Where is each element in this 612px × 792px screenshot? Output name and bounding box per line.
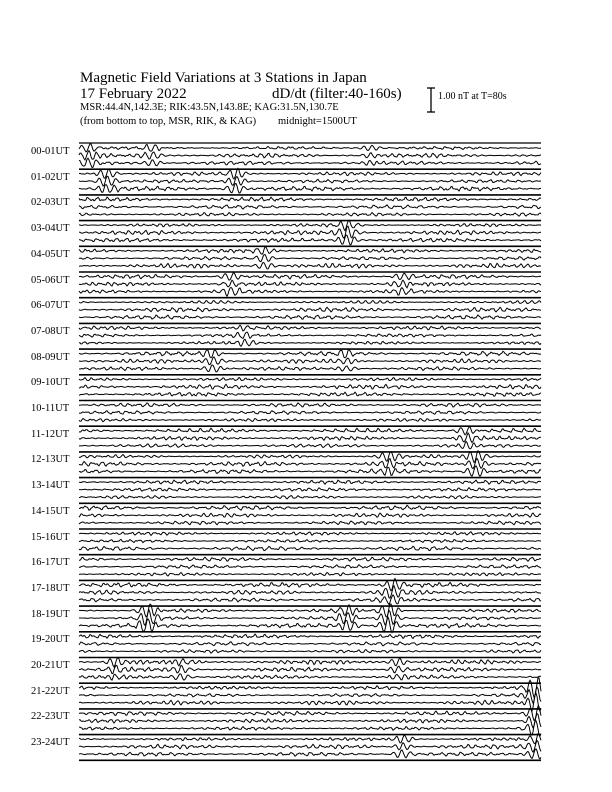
hour-label: 15-16UT [31, 531, 70, 543]
station-trace [79, 714, 541, 728]
station-trace [79, 634, 541, 638]
hour-label: 02-03UT [31, 197, 70, 209]
station-trace [79, 513, 541, 517]
hour-label: 14-15UT [31, 505, 70, 517]
station-trace [79, 144, 541, 152]
hour-label: 08-09UT [31, 351, 70, 363]
station-trace [79, 658, 541, 667]
station-trace [79, 480, 541, 484]
station-trace [79, 418, 541, 421]
station-trace [79, 339, 541, 346]
station-trace [79, 687, 541, 703]
station-trace [79, 280, 541, 288]
station-order-note: (from bottom to top, MSR, RIK, & KAG) [80, 116, 257, 127]
station-trace [79, 565, 541, 569]
station-trace [79, 665, 541, 673]
hour-label: 07-08UT [31, 325, 70, 337]
station-trace [79, 650, 541, 654]
hour-label: 13-14UT [31, 480, 70, 492]
station-trace [79, 273, 541, 280]
hour-label: 04-05UT [31, 248, 70, 260]
station-trace [79, 610, 541, 625]
station-trace [79, 427, 541, 435]
station-trace [79, 300, 541, 303]
station-trace [79, 617, 541, 632]
station-trace [79, 642, 541, 646]
scale-label: 1.00 nT at T=80s [438, 91, 507, 102]
station-coordinates: MSR:44.4N,142.3E; RIK:43.5N,143.8E; KAG:31.5N,130.7E [80, 102, 339, 113]
station-trace [79, 226, 541, 238]
hour-label: 01-02UT [31, 171, 70, 183]
hour-label: 18-19UT [31, 608, 70, 620]
station-trace [79, 532, 541, 536]
station-trace [79, 325, 541, 331]
chart-date: 17 February 2022 [80, 86, 187, 102]
station-trace [79, 262, 541, 269]
station-trace [79, 557, 541, 561]
hour-label: 22-23UT [31, 711, 70, 723]
station-trace [79, 357, 541, 365]
hour-label: 00-01UT [31, 146, 70, 157]
station-trace [79, 539, 541, 542]
hour-label: 12-13UT [31, 454, 70, 466]
station-trace [79, 378, 541, 381]
station-trace [79, 505, 541, 510]
station-trace [79, 403, 541, 407]
station-trace [79, 678, 541, 697]
station-trace [79, 255, 541, 262]
hour-label: 23-24UT [31, 737, 70, 749]
hour-label: 06-07UT [31, 300, 70, 312]
station-trace [79, 384, 541, 389]
station-trace [79, 674, 541, 680]
hour-label: 16-17UT [31, 557, 70, 569]
station-trace [79, 158, 541, 167]
hour-label: 03-04UT [31, 223, 70, 235]
station-trace [79, 572, 541, 575]
station-trace [79, 315, 541, 319]
hour-label: 19-20UT [31, 634, 70, 646]
station-trace [79, 749, 541, 759]
station-trace [79, 151, 541, 160]
station-trace [79, 433, 541, 443]
hour-label: 17-18UT [31, 582, 70, 594]
station-trace [79, 220, 541, 230]
station-trace [79, 546, 541, 550]
station-trace [79, 458, 541, 468]
station-trace [79, 741, 541, 753]
midnight-note: midnight=1500UT [278, 116, 357, 127]
station-trace [79, 307, 541, 312]
station-trace [79, 595, 541, 604]
hour-label: 20-21UT [31, 660, 70, 671]
station-trace [79, 392, 541, 396]
station-trace [79, 488, 541, 492]
station-trace [79, 586, 541, 598]
station-trace [79, 496, 541, 499]
hour-label: 10-11UT [31, 403, 70, 414]
hour-label: 09-10UT [31, 377, 70, 389]
station-trace [79, 365, 541, 372]
station-trace [79, 235, 541, 245]
station-trace [79, 332, 541, 338]
station-trace [79, 213, 541, 217]
hour-label: 21-22UT [31, 685, 70, 697]
station-trace [79, 350, 541, 358]
station-trace [79, 287, 541, 296]
hour-label: 05-06UT [31, 274, 70, 286]
station-trace [79, 247, 541, 255]
station-trace [79, 176, 541, 186]
hour-label: 11-12UT [31, 428, 70, 440]
station-trace [79, 205, 541, 209]
station-trace [79, 521, 541, 525]
station-trace [79, 197, 541, 201]
station-trace [79, 721, 541, 736]
chart-title: Magnetic Field Variations at 3 Stations in Japan [80, 70, 367, 86]
chart-filter: dD/dt (filter:40-160s) [272, 86, 402, 102]
station-trace [79, 411, 541, 415]
station-trace [79, 184, 541, 193]
